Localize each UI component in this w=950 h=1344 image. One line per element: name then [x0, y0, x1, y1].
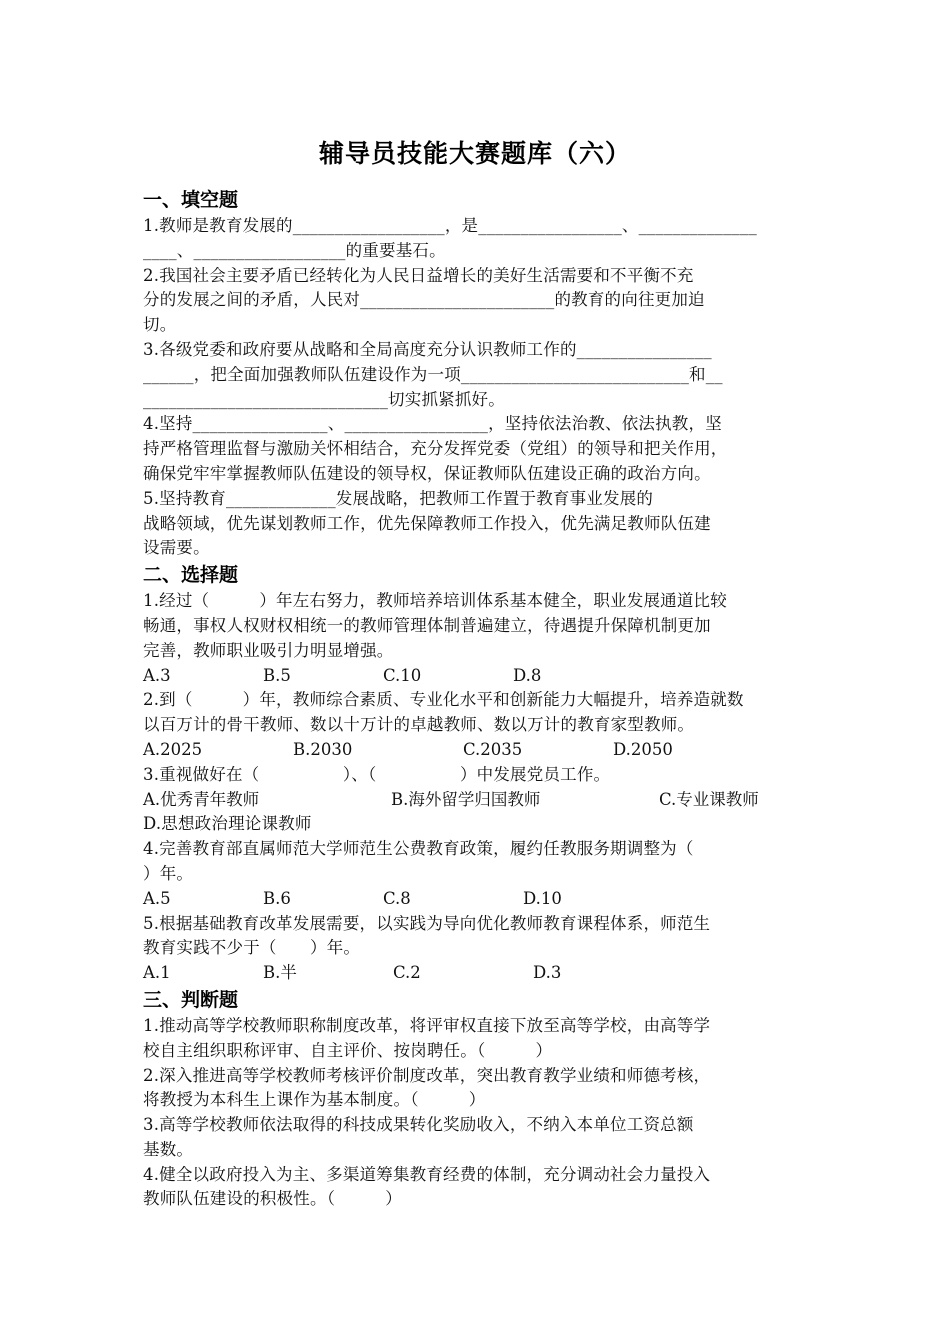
- text-line: 4.完善教育部直属师范大学师范生公费教育政策，履约任教服务期调整为（: [143, 839, 694, 859]
- option-d: D.2050: [613, 739, 673, 759]
- text-line: 确保党牢牢掌握教师队伍建设的领导权，保证教师队伍建设正确的政治方向。: [143, 463, 711, 483]
- option-d: D.10: [523, 888, 562, 908]
- choice-question-3: [143, 763, 813, 837]
- judge-questions: [143, 1014, 813, 1212]
- text-line: 切。: [143, 315, 177, 335]
- text-line: 基数。: [143, 1139, 194, 1159]
- option-c: C.专业课教师: [659, 789, 759, 809]
- option-b: B.半: [263, 963, 297, 983]
- text-line: 1.教师是教育发展的__________________，是_________________、______________: [143, 216, 757, 235]
- text-line: 畅通，事权人权财权相统一的教师管理体制普遍建立，待遇提升保障机制更加: [143, 615, 711, 635]
- text-line: 1.推动高等学校教师职称制度改革，将评审权直接下放至高等学校，由高等学: [143, 1015, 711, 1035]
- document-title: 辅导员技能大赛题库（六）: [318, 139, 631, 168]
- option-b: B.2030: [293, 739, 353, 759]
- option-c: C.2035: [463, 739, 523, 759]
- choice-question-5: [143, 912, 813, 986]
- option-a: A.2025: [143, 739, 203, 759]
- option-a: A.5: [143, 888, 171, 908]
- options-row: [143, 664, 813, 689]
- document-body: [143, 186, 813, 1212]
- text-line: 5.坚持教育_____________发展战略，把教师工作置于教育事业发展的: [143, 488, 654, 508]
- option-a: A.1: [143, 963, 171, 983]
- text-line: 校自主组织职称评审、自主评价、按岗聘任。（ ）: [143, 1040, 553, 1060]
- choice-question-4: [143, 837, 813, 911]
- option-d: D.3: [533, 963, 562, 983]
- option-b: B.6: [263, 888, 291, 908]
- text-line: 3.高等学校教师依法取得的科技成果转化奖励收入，不纳入本单位工资总额: [143, 1115, 694, 1135]
- text-line: ）年。: [143, 863, 194, 883]
- options-row: [143, 961, 813, 986]
- text-line: 战略领域，优先谋划教师工作，优先保障教师工作投入，优先满足教师队伍建: [143, 513, 711, 533]
- option-b: B.海外留学归国教师: [391, 789, 541, 809]
- text-line: 4.健全以政府投入为主、多渠道筹集教育经费的体制，充分调动社会力量投入: [143, 1164, 711, 1184]
- options-row: [143, 887, 813, 912]
- text-line: 3.重视做好在（ ）、（ ）中发展党员工作。: [143, 764, 611, 784]
- section-heading-choice: 二、选择题: [143, 564, 239, 587]
- option-d: D.8: [513, 665, 542, 685]
- text-line: 2.我国社会主要矛盾已经转化为人民日益增长的美好生活需要和不平衡不充: [143, 265, 694, 285]
- options-row: [143, 788, 813, 813]
- text-line: 2.深入推进高等学校教师考核评价制度改革，突出教育教学业绩和师德考核，: [143, 1065, 711, 1085]
- text-line: 2.到（ ）年，教师综合素质、专业化水平和创新能力大幅提升，培养造就数: [143, 690, 744, 710]
- text-line: 分的发展之间的矛盾，人民对_______________________的教育的向往更加迫: [143, 290, 705, 310]
- option-c: C.2: [393, 963, 421, 983]
- text-line: 1.经过（ ）年左右努力，教师培养培训体系基本健全，职业发展通道比较: [143, 591, 727, 611]
- choice-question-2: [143, 688, 813, 762]
- option-c: C.10: [383, 665, 422, 685]
- text-line: 教师队伍建设的积极性。（ ）: [143, 1189, 402, 1209]
- text-line: ______，把全面加强教师队伍建设作为一项___________________________和__: [143, 364, 723, 384]
- text-line: _____________________________切实抓紧抓好。: [143, 389, 505, 409]
- option-c: C.8: [383, 888, 411, 908]
- text-line: 教育实践不少于（ ）年。: [143, 938, 361, 958]
- text-line: 持严格管理监督与激励关怀相结合，充分发挥党委（党组）的领导和把关作用，: [143, 439, 728, 459]
- section-heading-fill: 一、填空题: [143, 189, 239, 211]
- option-d: D.思想政治理论课教师: [143, 814, 312, 834]
- fill-questions: [143, 214, 813, 561]
- text-line: 以百万计的骨干教师、数以十万计的卓越教师、数以万计的教育家型教师。: [143, 715, 695, 735]
- choice-question-1: [143, 589, 813, 688]
- option-b: B.5: [263, 665, 291, 685]
- option-a: A.3: [143, 665, 171, 685]
- options-row: [143, 738, 813, 763]
- option-a: A.优秀青年教师: [143, 789, 260, 809]
- text-line: ____、__________________的重要基石。: [143, 240, 446, 260]
- text-line: 4.坚持________________、_________________，坚持依法治教、依法执教，坚: [143, 414, 722, 434]
- text-line: 5.根据基础教育改革发展需要，以实践为导向优化教师教育课程体系，师范生: [143, 913, 711, 933]
- text-line: 3.各级党委和政府要从战略和全局高度充分认识教师工作的________________: [143, 339, 712, 359]
- text-line: 完善，教师职业吸引力明显增强。: [143, 640, 394, 660]
- text-line: 将教授为本科生上课作为基本制度。（ ）: [143, 1090, 486, 1110]
- section-heading-judge: 三、判断题: [143, 988, 239, 1011]
- text-line: 设需要。: [143, 538, 210, 558]
